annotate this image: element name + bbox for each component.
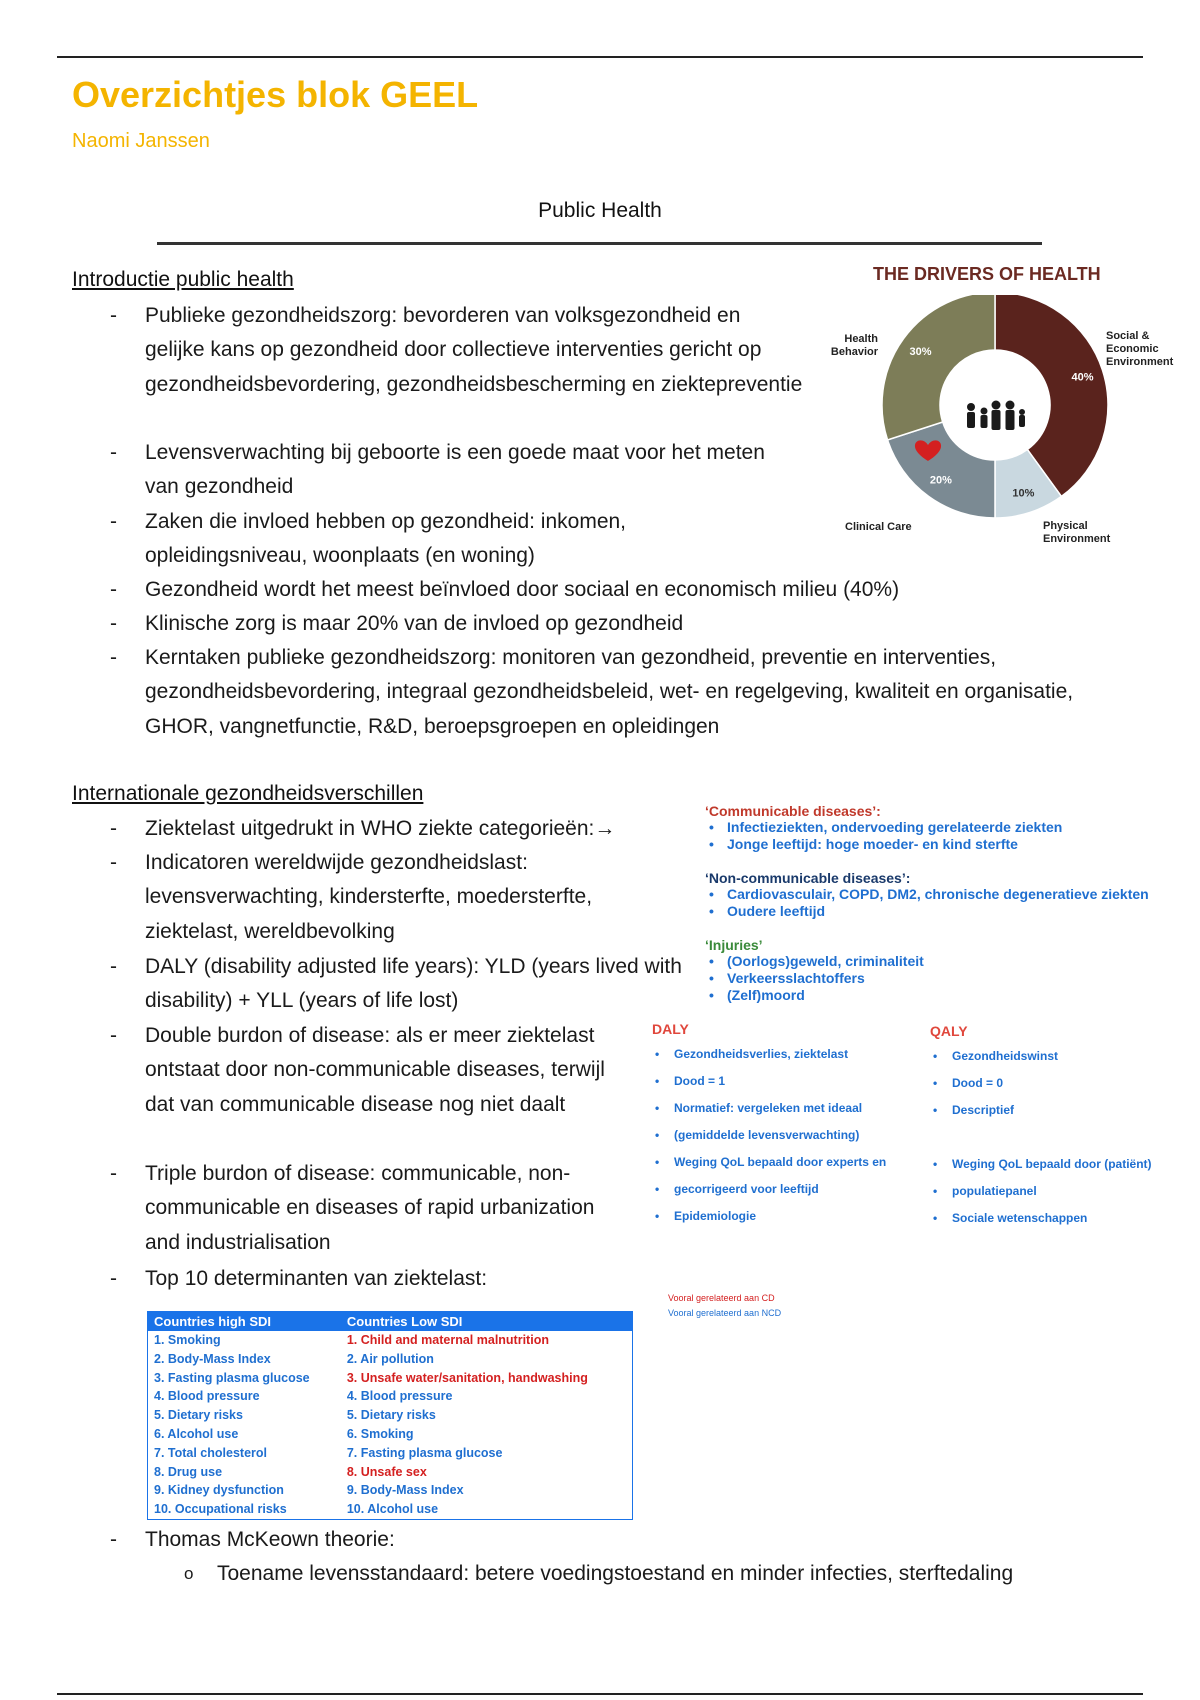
cell: 6. Alcohol use <box>154 1426 239 1441</box>
cell: 3. Fasting plasma glucose <box>154 1370 310 1385</box>
table-row <box>148 1481 633 1500</box>
cell: 9. Kidney dysfunction <box>154 1483 284 1498</box>
cell: 8. Unsafe sex <box>346 1464 427 1479</box>
donut-value-label: 10% <box>1012 487 1035 500</box>
intl-bullet-7: - Thomas McKeown theorie: <box>145 1523 395 1557</box>
cell: 2. Body-Mass Index <box>154 1351 271 1366</box>
list-item: • Gezondheidswinst <box>930 1043 1190 1070</box>
table-row <box>148 1444 633 1463</box>
cell: 1. Child and maternal malnutrition <box>346 1333 549 1347</box>
list-item: • (gemiddelde levensverwachting) <box>652 1122 922 1149</box>
cell: 8. Drug use <box>154 1464 223 1479</box>
cell: 1. Smoking <box>154 1333 221 1347</box>
list-item: • Gezondheidsverlies, ziektelast <box>652 1041 922 1068</box>
document-author: Naomi Janssen <box>72 130 210 152</box>
list-item: • Dood = 0 <box>930 1070 1190 1097</box>
qaly-block <box>930 1023 1190 1232</box>
intro-bullet-5: - Klinische zorg is maar 20% van de invloed op gezondheid <box>145 607 1145 641</box>
bottom-rule <box>57 1693 1143 1695</box>
intro-bullet-4: - Gezondheid wordt het meest beïnvloed door sociaal en economisch milieu (40%) <box>145 573 1145 607</box>
top-rule <box>57 56 1143 58</box>
cell: 6. Smoking <box>346 1426 414 1441</box>
list-item: • (Oorlogs)geweld, criminaliteit <box>705 953 924 970</box>
intl-bullet-5: - Triple burdon of disease: communicable, non-communicable en diseases of rapid urbanization and industrialisation <box>145 1157 635 1260</box>
noncommunicable-block <box>705 870 1149 920</box>
cell: 9. Body-Mass Index <box>346 1483 464 1498</box>
cell: 4. Blood pressure <box>346 1389 453 1404</box>
qaly-title: QALY <box>930 1023 968 1039</box>
label-health-behavior: Health Behavior <box>830 333 878 358</box>
list-item: • (Zelf)moord <box>705 987 924 1004</box>
cell: 4. Blood pressure <box>154 1389 260 1404</box>
list-item: • Weging QoL bepaald door (patiënt) <box>930 1151 1190 1178</box>
cell: 7. Total cholesterol <box>154 1445 267 1460</box>
document-title: Overzichtjes blok GEEL <box>72 74 479 115</box>
table-row <box>148 1425 633 1444</box>
list-item: • Sociale wetenschappen <box>930 1205 1190 1232</box>
intl-bullet-1: - Ziektelast uitgedrukt in WHO ziekte categorieën:→ <box>145 812 615 846</box>
list-item: • Descriptief <box>930 1097 1190 1124</box>
intl-bullet-4: - Double burdon of disease: als er meer ziektelast ontstaat door non-communicable diseases, terwijl dat van communicable disease nog niet daalt <box>145 1019 625 1122</box>
table-row <box>148 1369 633 1388</box>
legend-ncd: Vooral gerelateerd aan NCD <box>668 1308 782 1318</box>
donut-value-label: 20% <box>929 474 952 487</box>
table-row <box>148 1463 633 1482</box>
table-row <box>148 1387 633 1406</box>
table-header: Countries high SDI <box>148 1312 341 1332</box>
list-item: • Verkeersslachtoffers <box>705 970 924 987</box>
list-item: • Oudere leeftijd <box>705 903 1149 920</box>
cell: 5. Dietary risks <box>154 1408 243 1423</box>
section-rule <box>157 242 1042 245</box>
cell: 10. Alcohol use <box>346 1502 439 1517</box>
intl-bullet-2: - Indicatoren wereldwijde gezondheidslast: levensverwachting, kindersterfte, moedersterfte, ziektelast, wereldbevolking <box>145 846 665 949</box>
intl-heading: Internationale gezondheidsverschillen <box>72 782 424 805</box>
intro-bullet-6: - Kerntaken publieke gezondheidszorg: monitoren van gezondheid, preventie en interventies, gezondheidsbevordering, integraal gezondheidsbeleid, wet- en regelgeving, kwaliteit en organisatie, GHOR, vangnetfunctie, R&D, beroepsgroepen en opleidingen <box>145 641 1100 744</box>
communicable-block <box>705 803 1062 853</box>
list-item: • Cardiovasculair, COPD, DM2, chronische degeneratieve ziekten <box>705 886 1149 903</box>
daly-block <box>652 1021 922 1230</box>
cell: 5. Dietary risks <box>346 1408 436 1423</box>
list-item: • Jonge leeftijd: hoge moeder- en kind sterfte <box>705 836 1062 853</box>
injuries-block <box>705 937 924 1004</box>
intro-heading: Introductie public health <box>72 268 294 291</box>
communicable-title: ‘Communicable diseases’: <box>705 803 881 819</box>
table-row <box>148 1500 633 1519</box>
list-item: • Normatief: vergeleken met ideaal <box>652 1095 922 1122</box>
intro-bullet-3: - Zaken die invloed hebben op gezondheid: inkomen, opleidingsniveau, woonplaats (en woning) <box>145 505 745 574</box>
list-item: • populatiepanel <box>930 1178 1190 1205</box>
cell: 3. Unsafe water/sanitation, handwashing <box>346 1370 588 1385</box>
donut-value-label: 40% <box>1071 371 1094 384</box>
label-clinical-care: Clinical Care <box>845 521 912 533</box>
chart-title: THE DRIVERS OF HEALTH <box>873 264 1101 284</box>
table-row <box>148 1331 633 1350</box>
list-item: • Infectieziekten, ondervoeding gerelateerde ziekten <box>705 819 1062 836</box>
intl-bullet-6: - Top 10 determinanten van ziektelast: <box>145 1262 487 1296</box>
intl-bullet-3: - DALY (disability adjusted life years): YLD (years lived with disability) + YLL (years of life lost) <box>145 950 685 1019</box>
list-item: • Dood = 1 <box>652 1068 922 1095</box>
section-title: Public Health <box>538 199 662 222</box>
injuries-title: ‘Injuries’ <box>705 937 763 953</box>
list-item: • gecorrigeerd voor leeftijd <box>652 1176 922 1203</box>
sdi-table <box>147 1311 633 1520</box>
label-physical-environment: Physical Environment <box>1043 520 1111 545</box>
table-row <box>148 1406 633 1425</box>
drivers-of-health-chart <box>870 295 1120 545</box>
donut-value-label: 30% <box>909 345 932 358</box>
list-item: • Epidemiologie <box>652 1203 922 1230</box>
cell: 10. Occupational risks <box>154 1502 287 1517</box>
list-item: • Weging QoL bepaald door experts en <box>652 1149 922 1176</box>
label-social-economic: Social & Economic Environment <box>1106 330 1174 368</box>
intl-sub-bullet-1: o Toename levensstandaard: betere voedingstoestand en minder infecties, sterftedaling <box>217 1557 1013 1591</box>
table-header: Countries Low SDI <box>341 1312 633 1332</box>
intro-bullet-2: - Levensverwachting bij geboorte is een goede maat voor het meten van gezondheid <box>145 436 785 505</box>
legend-cd: Vooral gerelateerd aan CD <box>668 1293 775 1303</box>
noncommunicable-title: ‘Non-communicable diseases’: <box>705 870 911 886</box>
cell: 7. Fasting plasma glucose <box>346 1445 503 1460</box>
cell: 2. Air pollution <box>346 1351 434 1366</box>
intro-bullet-1: - Publieke gezondheidszorg: bevorderen van volksgezondheid en gelijke kans op gezondheid door collectieve interventies gericht op gezondheidsbevordering, gezondheidsbescherming en ziektepreventie <box>145 299 805 402</box>
daly-title: DALY <box>652 1021 689 1037</box>
table-row <box>148 1350 633 1369</box>
